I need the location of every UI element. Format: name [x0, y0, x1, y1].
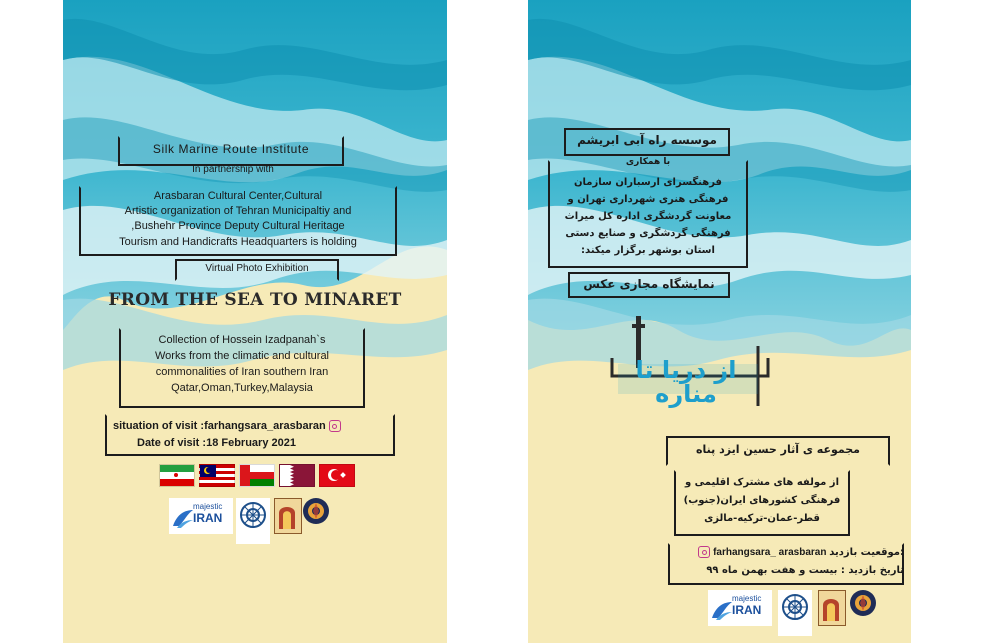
photo-museum-logo	[303, 498, 329, 524]
visit-label: situation of visit	[113, 420, 198, 432]
photo-museum-logo	[850, 590, 876, 616]
majestic-iran-logo	[169, 498, 233, 534]
instagram-icon	[329, 420, 341, 432]
partners-fa-line-4: فرهنگی گردشگری و صنایع دستی	[565, 228, 731, 239]
visit-row-fa	[674, 546, 904, 559]
collection-fa-line-2: فرهنگی کشورهای ایران(جنوب)	[683, 495, 841, 506]
oman-flag	[239, 464, 275, 487]
persian-poster	[528, 0, 911, 643]
english-poster	[63, 0, 447, 643]
partnership-text-fa: با همکاری	[625, 157, 671, 167]
partners-line-3: ,Bushehr Province Deputy Cultural Heritage	[131, 220, 345, 232]
majestic-iran-logo	[708, 590, 772, 626]
partners-fa-line-1: فرهنگسرای ارسباران سازمان	[574, 177, 722, 188]
partners-line-2: Artistic organization of Tehran Municipaltiy and	[124, 205, 352, 217]
partners-fa-line-5: استان بوشهر برگزار میکند:	[581, 245, 715, 256]
malaysia-flag	[199, 464, 235, 487]
iran-word: IRAN	[732, 603, 762, 617]
date-line-fa: تاریخ بازدید : بیست و هفت بهمن ماه ۹۹	[706, 565, 904, 576]
iran-flag	[159, 464, 195, 487]
calligraphy-text: از دریا تا مناره	[635, 356, 737, 408]
partners-fa-line-3: معاونت گردشگری اداره کل میراث	[564, 211, 732, 222]
collection-title-fa: مجموعه ی آثار حسین ایزد پناه	[696, 443, 860, 456]
visit-value: :farhangsara_arasbaran	[200, 420, 326, 432]
date-value: :18 February 2021	[202, 437, 296, 449]
turkey-flag	[319, 464, 355, 487]
cultural-center-logo	[274, 498, 302, 534]
arasbaran-logo	[778, 590, 812, 636]
partners-fa-line-2: فرهنگی هنری شهرداری تهران و	[567, 194, 729, 205]
institute-name: Silk Marine Route Institute	[152, 142, 310, 156]
exhibition-type-fa: نمایشگاه مجازی عکس	[583, 277, 715, 291]
exhibition-type: Virtual Photo Exhibition	[205, 263, 309, 274]
collection-line-4: Qatar,Oman,Turkey,Malaysia	[171, 382, 313, 394]
majestic-word: majestic	[732, 594, 762, 603]
partners-line-1: Arasbaran Cultural Center,Cultural	[153, 190, 323, 202]
collection-fa-line-1: از مولفه های مشترک اقلیمی و	[684, 477, 839, 488]
collection-line-2: Works from the climatic and cultural	[154, 350, 330, 362]
partnership-text: In partnership with	[192, 164, 274, 175]
collection-fa-line-3: قطر-عمان-ترکیه-مالزی	[704, 513, 820, 524]
arasbaran-logo	[236, 498, 270, 544]
instagram-icon	[698, 546, 710, 558]
cultural-center-logo	[818, 590, 846, 626]
partners-line-4: Tourism and Handicrafts Headquarters is holding	[119, 236, 357, 248]
majestic-word: majestic	[193, 502, 223, 511]
visit-handle: farhangsara_ arasbaran	[713, 547, 827, 558]
visit-row	[113, 419, 395, 434]
collection-line-3: commonalities of Iran southern Iran	[155, 366, 329, 378]
calligraphy-title	[608, 310, 788, 410]
collection-line-1: Collection of Hossein Izadpanah`s	[158, 334, 326, 346]
date-label: Date of visit	[137, 437, 200, 449]
visit-label-fa: موقعیت بازدید:	[829, 547, 904, 558]
qatar-flag	[279, 464, 315, 487]
date-row	[137, 436, 395, 451]
iran-word: IRAN	[193, 511, 223, 525]
exhibition-title: FROM THE SEA TO MINARET	[108, 290, 402, 310]
institute-name-fa: موسسه راه آبی ابریشم	[577, 133, 717, 147]
sea-sand-background	[63, 0, 447, 643]
